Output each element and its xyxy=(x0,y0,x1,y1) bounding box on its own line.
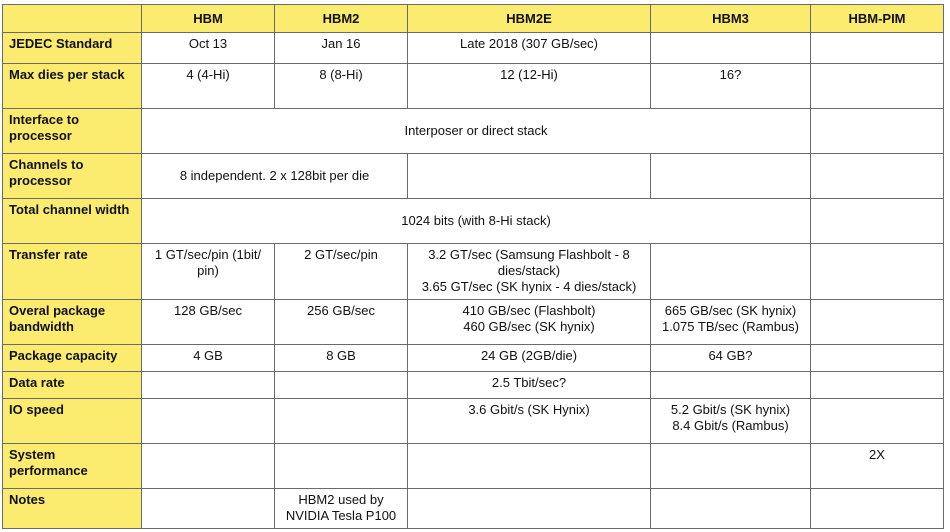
table-row xyxy=(3,109,944,154)
table-cell xyxy=(275,444,408,489)
row-header: Max dies per stack xyxy=(3,64,142,109)
row-header: Transfer rate xyxy=(3,244,142,300)
header-corner xyxy=(3,5,142,33)
table-cell: 256 GB/sec xyxy=(275,300,408,345)
table-row xyxy=(3,300,944,345)
table-cell: HBM2 used by NVIDIA Tesla P100 xyxy=(275,489,408,529)
table-cell xyxy=(811,33,944,64)
table-cell: 4 (4-Hi) xyxy=(142,64,275,109)
table-cell: 128 GB/sec xyxy=(142,300,275,345)
table-row xyxy=(3,489,944,529)
table-cell xyxy=(142,399,275,444)
row-header: Interface to processor xyxy=(3,109,142,154)
table-cell: 24 GB (2GB/die) xyxy=(408,345,651,372)
row-header: Channels to processor xyxy=(3,154,142,199)
table-cell xyxy=(811,244,944,300)
table-cell: 2X xyxy=(811,444,944,489)
table-cell xyxy=(651,372,811,399)
table-cell: 16? xyxy=(651,64,811,109)
header-row xyxy=(3,5,944,33)
table-cell xyxy=(811,64,944,109)
table-cell: 2.5 Tbit/sec? xyxy=(408,372,651,399)
row-header: Total channel width xyxy=(3,199,142,244)
table-row xyxy=(3,244,944,300)
table-row xyxy=(3,154,944,199)
table-cell xyxy=(811,300,944,345)
table-cell: 3.2 GT/sec (Samsung Flashbolt - 8 dies/stack) 3.65 GT/sec (SK hynix - 4 dies/stack) xyxy=(408,244,651,300)
table-cell: 64 GB? xyxy=(651,345,811,372)
table-row xyxy=(3,444,944,489)
table-row xyxy=(3,345,944,372)
header-hbm-pim: HBM-PIM xyxy=(811,5,944,33)
table-cell xyxy=(651,33,811,64)
row-header: Package capacity xyxy=(3,345,142,372)
table-cell xyxy=(811,399,944,444)
table-cell: 8 independent. 2 x 128bit per die xyxy=(142,154,408,199)
table-cell: 12 (12-Hi) xyxy=(408,64,651,109)
table-cell xyxy=(811,154,944,199)
table-row xyxy=(3,33,944,64)
table-cell xyxy=(811,199,944,244)
table-cell xyxy=(651,244,811,300)
header-hbm: HBM xyxy=(142,5,275,33)
row-header: JEDEC Standard xyxy=(3,33,142,64)
table-cell xyxy=(408,489,651,529)
table-cell xyxy=(142,444,275,489)
table-cell xyxy=(142,372,275,399)
table-cell xyxy=(651,154,811,199)
table-cell xyxy=(651,489,811,529)
table-cell: 8 (8-Hi) xyxy=(275,64,408,109)
header-hbm2e: HBM2E xyxy=(408,5,651,33)
hbm-comparison-table xyxy=(2,4,944,529)
table-cell xyxy=(811,372,944,399)
table-cell xyxy=(811,489,944,529)
table-cell: Interposer or direct stack xyxy=(142,109,811,154)
row-header: IO speed xyxy=(3,399,142,444)
row-header: Notes xyxy=(3,489,142,529)
table-cell: Oct 13 xyxy=(142,33,275,64)
table-cell xyxy=(275,372,408,399)
row-header: Data rate xyxy=(3,372,142,399)
table-row xyxy=(3,199,944,244)
table-cell xyxy=(275,399,408,444)
row-header: System performance xyxy=(3,444,142,489)
row-header: Overal package bandwidth xyxy=(3,300,142,345)
table-cell: 3.6 Gbit/s (SK Hynix) xyxy=(408,399,651,444)
table-cell: 8 GB xyxy=(275,345,408,372)
hbm-comparison-table-container xyxy=(2,4,944,529)
table-cell xyxy=(651,444,811,489)
table-cell xyxy=(142,489,275,529)
table-cell: 1 GT/sec/pin (1bit/ pin) xyxy=(142,244,275,300)
table-cell: 4 GB xyxy=(142,345,275,372)
header-hbm2: HBM2 xyxy=(275,5,408,33)
table-cell xyxy=(408,444,651,489)
table-cell: Jan 16 xyxy=(275,33,408,64)
table-cell: 665 GB/sec (SK hynix) 1.075 TB/sec (Rambus) xyxy=(651,300,811,345)
table-cell xyxy=(408,154,651,199)
table-cell: Late 2018 (307 GB/sec) xyxy=(408,33,651,64)
table-cell: 2 GT/sec/pin xyxy=(275,244,408,300)
table-row xyxy=(3,399,944,444)
table-cell: 410 GB/sec (Flashbolt) 460 GB/sec (SK hynix) xyxy=(408,300,651,345)
table-row xyxy=(3,372,944,399)
table-row xyxy=(3,64,944,109)
table-cell: 5.2 Gbit/s (SK hynix) 8.4 Gbit/s (Rambus) xyxy=(651,399,811,444)
table-cell: 1024 bits (with 8-Hi stack) xyxy=(142,199,811,244)
table-cell xyxy=(811,345,944,372)
header-hbm3: HBM3 xyxy=(651,5,811,33)
table-cell xyxy=(811,109,944,154)
